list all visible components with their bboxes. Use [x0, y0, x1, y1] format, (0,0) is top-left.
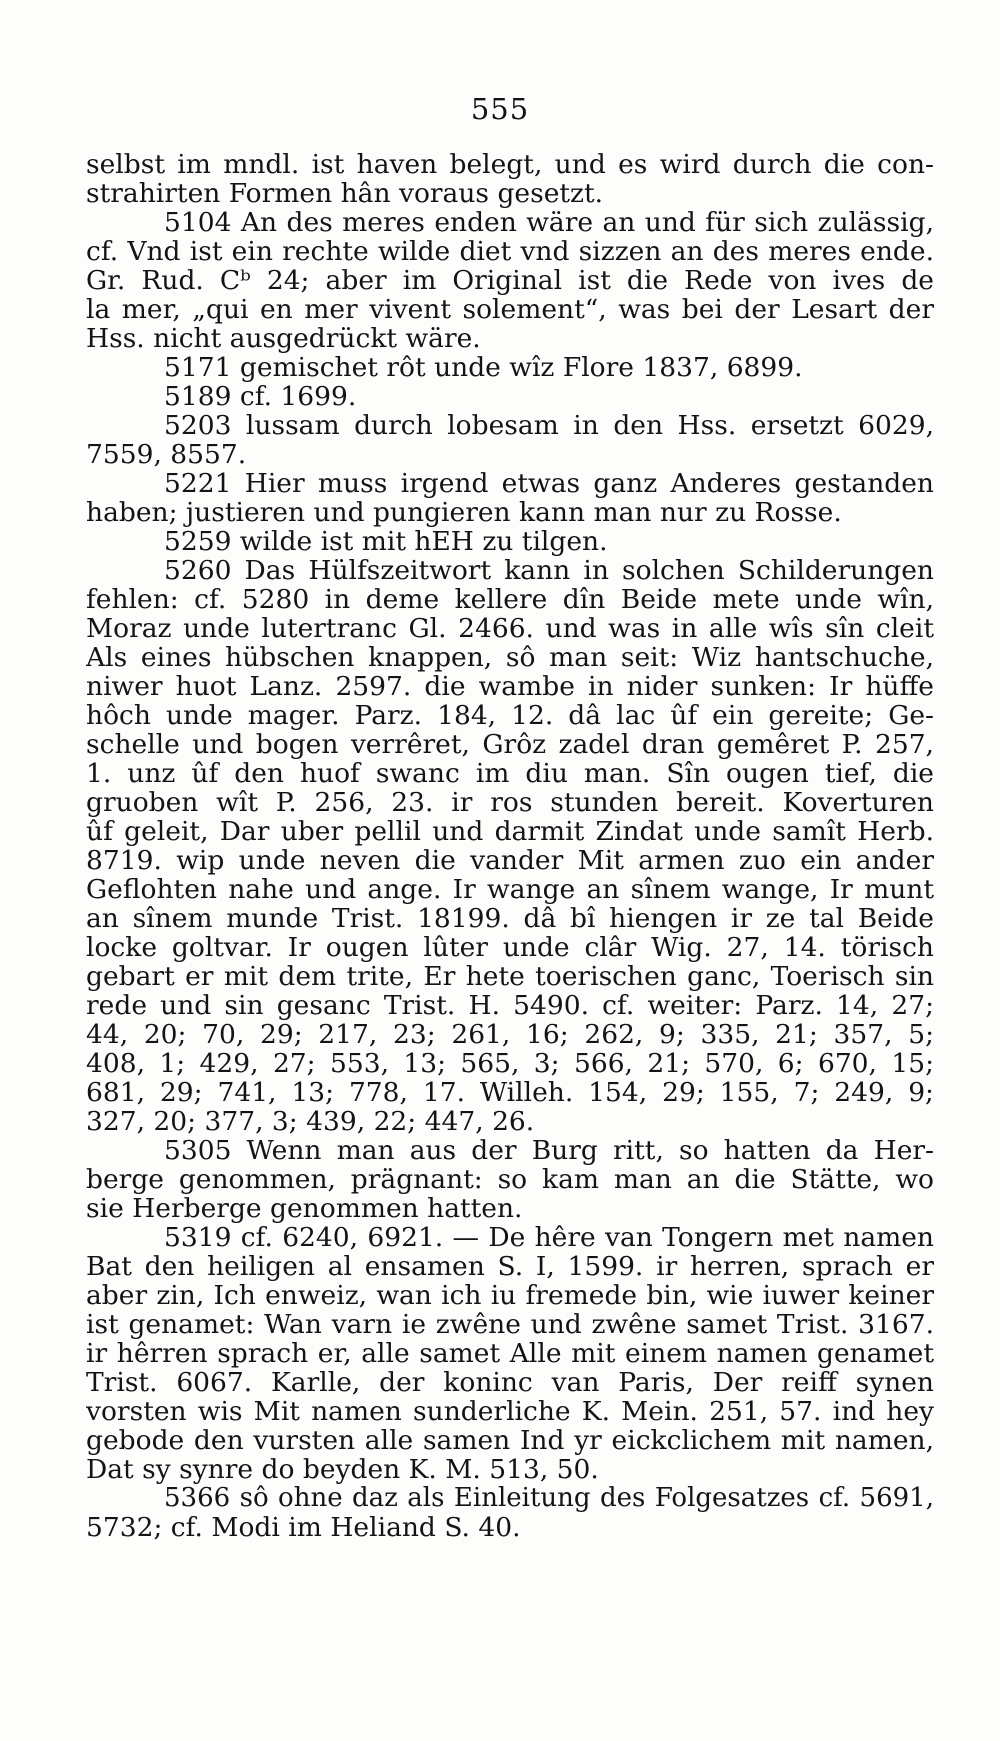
text-line: 1. unz ûf den huof swanc im diu man. Sîn ougen tief, die — [86, 759, 934, 788]
text-line: haben; justieren und pungieren kann man nur zu Rosse. — [86, 498, 842, 527]
text-line: Geflohten nahe und ange. Ir wange an sînem wange, Ir munt — [86, 875, 934, 904]
text-line: 327, 20; 377, 3; 439, 22; 447, 26. — [86, 1107, 535, 1136]
text-line: an sînem munde Trist. 18199. dâ bî hiengen ir ze tal Beide — [86, 904, 934, 933]
text-line: 7559, 8557. — [86, 440, 247, 469]
text-line: 5104 An des meres enden wäre an und für sich zulässig, — [164, 208, 934, 237]
text-line: rede und sin gesanc Trist. H. 5490. cf. weiter: Parz. 14, 27; — [86, 991, 934, 1020]
text-line: 8719. wip unde neven die vander Mit armen zuo ein ander — [86, 846, 934, 875]
text-line: sie Herberge genommen hatten. — [86, 1194, 523, 1223]
text-line: Bat den heiligen al ensamen S. I, 1599. ir herren, sprach er — [86, 1252, 934, 1281]
text-line: 408, 1; 429, 27; 553, 13; 565, 3; 566, 21; 570, 6; 670, 15; — [86, 1049, 934, 1078]
text-line: selbst im mndl. ist haven belegt, und es wird durch die con- — [86, 150, 934, 179]
text-line: cf. Vnd ist ein rechte wilde diet vnd sizzen an des meres ende. — [86, 237, 934, 266]
text-line: 5260 Das Hülfszeitwort kann in solchen Schilderungen — [164, 556, 934, 585]
text-line: locke goltvar. Ir ougen lûter unde clâr Wig. 27, 14. törisch — [86, 933, 934, 962]
text-line: 681, 29; 741, 13; 778, 17. Willeh. 154, 29; 155, 7; 249, 9; — [86, 1078, 934, 1107]
text-line: ist genamet: Wan varn ie zwêne und zwêne samet Trist. 3167. — [86, 1310, 934, 1339]
text-line: gruoben wît P. 256, 23. ir ros stunden bereit. Koverturen — [86, 788, 934, 817]
text-line: Hss. nicht ausgedrückt wäre. — [86, 324, 481, 353]
text-line: Dat sy synre do beyden K. M. 513, 50. — [86, 1455, 599, 1484]
text-line: niwer huot Lanz. 2597. die wambe in nider sunken: Ir hüffe — [86, 672, 934, 701]
text-line: gebart er mit dem trite, Er hete toerischen ganc, Toerisch sin — [86, 962, 934, 991]
text-line: la mer, „qui en mer vivent solement“, was bei der Lesart der — [86, 295, 934, 324]
text-line: Moraz unde lutertranc Gl. 2466. und was in alle wîs sîn cleit — [86, 614, 934, 643]
text-line: 5305 Wenn man aus der Burg ritt, so hatten da Her- — [164, 1136, 934, 1165]
text-line: 5319 cf. 6240, 6921. — De hêre van Tongern met namen — [164, 1223, 934, 1252]
text-line: 5203 lussam durch lobesam in den Hss. ersetzt 6029, — [164, 411, 934, 440]
text-line: 44, 20; 70, 29; 217, 23; 261, 16; 262, 9; 335, 21; 357, 5; — [86, 1020, 934, 1049]
text-line: gebode den vursten alle samen Ind yr eickclichem mit namen, — [86, 1426, 934, 1455]
text-line: 5221 Hier muss irgend etwas ganz Anderes gestanden — [164, 469, 934, 498]
text-line: Als eines hübschen knappen, sô man seit: Wiz hantschuche, — [86, 643, 934, 672]
text-line: hôch unde mager. Parz. 184, 12. dâ lac ûf ein gereite; Ge- — [86, 701, 934, 730]
text-line: ir hêrren sprach er, alle samet Alle mit einem namen genamet — [86, 1339, 934, 1368]
text-line: schelle und bogen verrêret, Grôz zadel dran gemêret P. 257, — [86, 730, 934, 759]
text-line: berge genommen, prägnant: so kam man an die Stätte, wo — [86, 1165, 934, 1194]
text-line: 5366 sô ohne daz als Einleitung des Folgesatzes cf. 5691, — [164, 1484, 934, 1513]
text-line: 5189 cf. 1699. — [164, 382, 357, 411]
text-line: strahirten Formen hân voraus gesetzt. — [86, 179, 604, 208]
page-number: 555 — [470, 92, 530, 126]
text-line: 5171 gemischet rôt unde wîz Flore 1837, 6899. — [164, 353, 803, 382]
text-line: Trist. 6067. Karlle, der koninc van Paris, Der reiff synen — [86, 1368, 934, 1397]
text-line: vorsten wis Mit namen sunderliche K. Mein. 251, 57. ind hey — [86, 1397, 934, 1426]
text-line: aber zin, Ich enweiz, wan ich iu fremede bin, wie iuwer keiner — [86, 1281, 934, 1310]
text-block — [86, 150, 934, 1542]
text-line: fehlen: cf. 5280 in deme kellere dîn Beide mete unde wîn, — [86, 585, 934, 614]
text-line: ûf geleit, Dar uber pellil und darmit Zindat unde samît Herb. — [86, 817, 934, 846]
text-line: 5732; cf. Modi im Heliand S. 40. — [86, 1513, 521, 1542]
text-line: Gr. Rud. Cᵇ 24; aber im Original ist die Rede von ives de — [86, 266, 934, 295]
text-line: 5259 wilde ist mit hEH zu tilgen. — [164, 527, 608, 556]
